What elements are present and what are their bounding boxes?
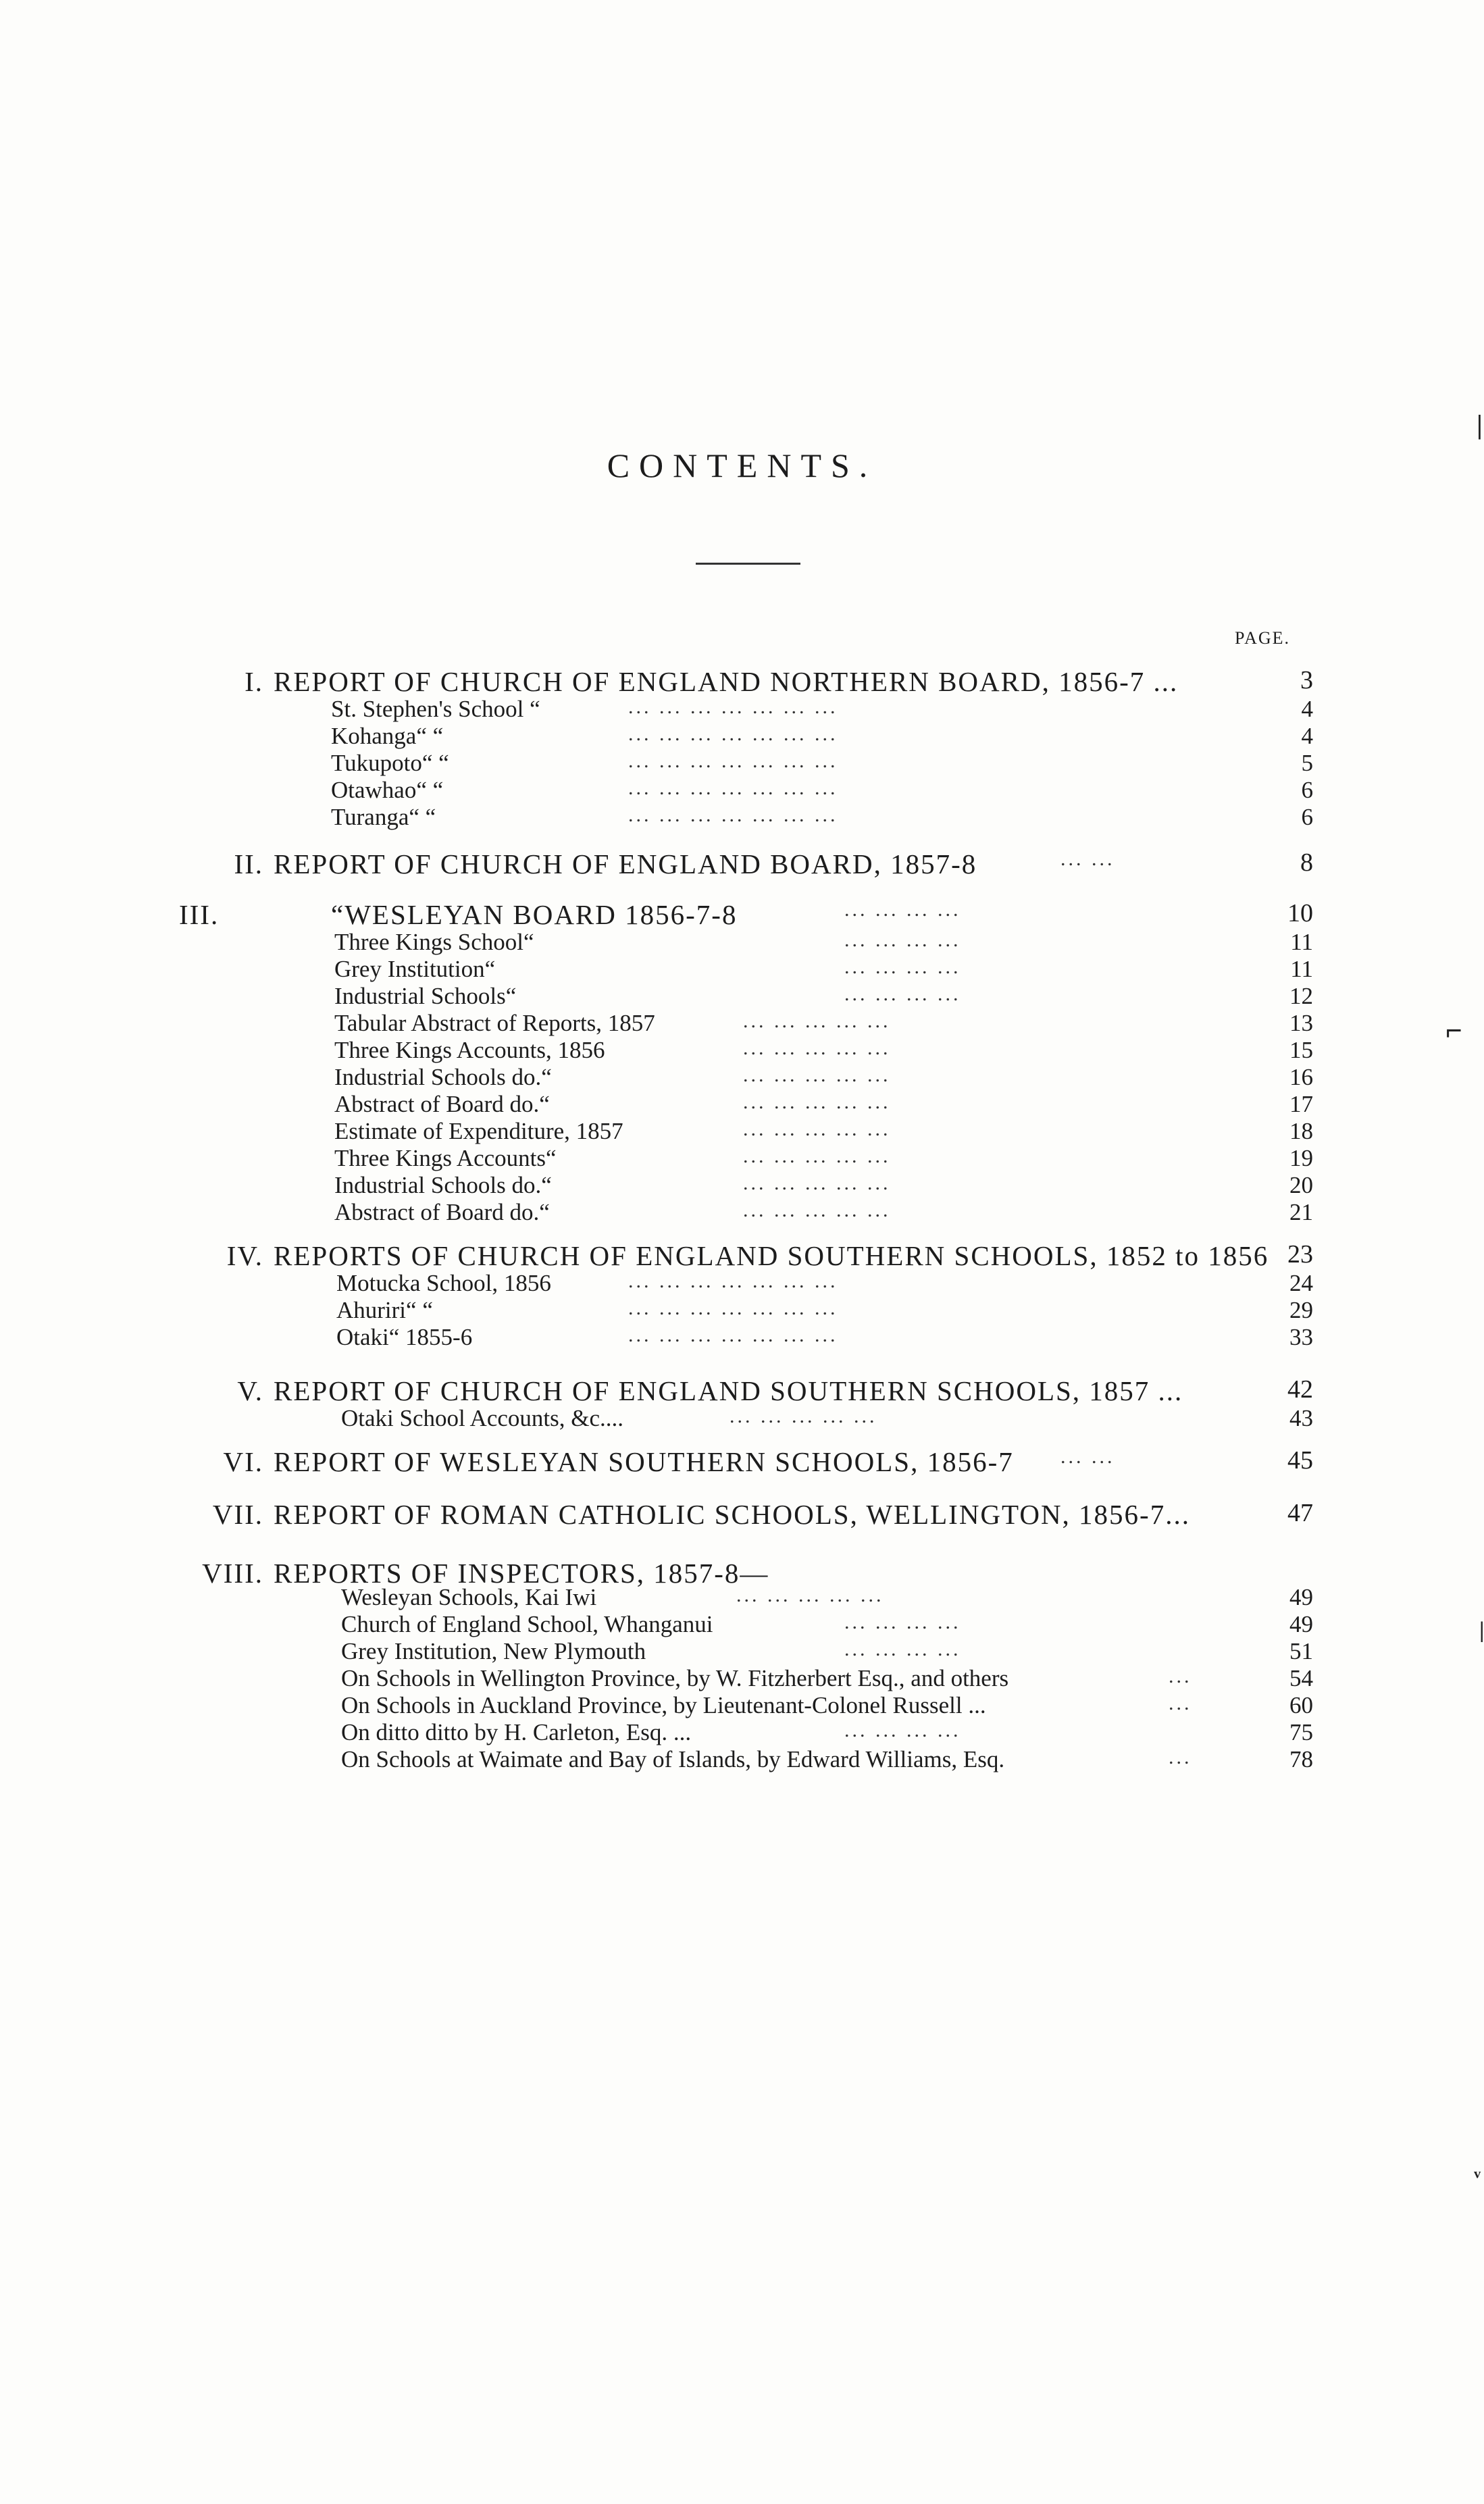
item-page: 13	[1289, 1010, 1313, 1036]
section-numeral: IV.	[226, 1240, 263, 1271]
item-page: 4	[1301, 723, 1313, 749]
leader-dots: ...	[1169, 1746, 1192, 1768]
section-title: REPORT OF WESLEYAN SOUTHERN SCHOOLS, 1856-7	[274, 1446, 1014, 1477]
item-title: Abstract of Board do.“	[334, 1199, 550, 1225]
item-title: Church of England School, Whanganui	[341, 1611, 713, 1637]
item-page: 15	[1289, 1037, 1313, 1063]
section-title: REPORTS OF INSPECTORS, 1857-8—	[274, 1558, 769, 1589]
item-page: 21	[1289, 1199, 1313, 1225]
leader-dots: ... ... ... ...	[844, 1719, 961, 1741]
leader-dots: ... ... ... ... ... ... ...	[628, 1270, 838, 1292]
scan-mark: ᵛ	[1474, 2165, 1481, 2190]
item-title: Estimate of Expenditure, 1857	[334, 1118, 623, 1144]
section-numeral: VIII.	[202, 1558, 263, 1589]
section-page: 42	[1287, 1375, 1313, 1404]
item-page: 17	[1289, 1091, 1313, 1117]
section-page: 10	[1287, 899, 1313, 927]
scan-mark: |	[1477, 409, 1483, 440]
item-page: 19	[1289, 1145, 1313, 1171]
item-title: Three Kings Accounts, 1856	[334, 1037, 605, 1063]
leader-dots: ... ... ... ... ... ... ...	[628, 723, 838, 745]
scan-mark: |	[1479, 1618, 1484, 1643]
section-title: REPORT OF ROMAN CATHOLIC SCHOOLS, WELLINGTON, 1856-7...	[274, 1499, 1190, 1530]
leader-dots: ... ... ... ... ... ... ...	[628, 777, 838, 799]
item-title: Ahuriri“ “	[336, 1297, 433, 1323]
section-numeral: III.	[179, 899, 220, 930]
item-title: Three Kings Accounts“	[334, 1145, 557, 1171]
item-title: St. Stephen's School “	[331, 696, 540, 722]
item-title: On Schools in Wellington Province, by W. Fitzherbert Esq., and others	[341, 1665, 1009, 1691]
leader-dots: ... ...	[1060, 848, 1115, 870]
leader-dots: ... ... ... ... ...	[743, 1199, 891, 1221]
item-page: 75	[1289, 1719, 1313, 1745]
leader-dots: ... ... ... ...	[844, 929, 961, 951]
item-page: 12	[1289, 983, 1313, 1009]
leader-dots: ...	[1169, 1692, 1192, 1714]
section-title: REPORT OF CHURCH OF ENGLAND BOARD, 1857-8	[274, 848, 977, 879]
section-page: 3	[1300, 666, 1313, 694]
item-page: 33	[1289, 1324, 1313, 1350]
item-title: On Schools at Waimate and Bay of Islands, by Edward Williams, Esq.	[341, 1746, 1005, 1772]
item-page: 6	[1301, 777, 1313, 803]
leader-dots: ... ... ... ... ...	[743, 1118, 891, 1140]
item-title: Grey Institution“	[334, 956, 496, 982]
item-page: 16	[1289, 1064, 1313, 1090]
item-page: 43	[1289, 1405, 1313, 1431]
leader-dots: ... ... ... ... ... ... ...	[628, 696, 838, 718]
leader-dots: ... ...	[1060, 1446, 1115, 1468]
leader-dots: ... ... ... ... ...	[736, 1584, 884, 1606]
item-title: Kohanga“ “	[331, 723, 444, 749]
section-numeral: VI.	[223, 1446, 263, 1477]
leader-dots: ... ... ... ... ...	[743, 1037, 891, 1059]
page-title: CONTENTS.	[607, 446, 877, 484]
item-page: 11	[1290, 929, 1313, 955]
section-numeral: I.	[245, 666, 263, 697]
leader-dots: ... ... ... ... ... ... ...	[628, 1324, 838, 1346]
item-title: Otaki School Accounts, &c....	[341, 1405, 624, 1431]
item-page: 18	[1289, 1118, 1313, 1144]
leader-dots: ... ... ... ...	[844, 1638, 961, 1660]
section-title: REPORT OF CHURCH OF ENGLAND SOUTHERN SCHOOLS, 1857 ...	[274, 1375, 1183, 1406]
item-title: Otaki“ 1855-6	[336, 1324, 473, 1350]
leader-dots: ... ... ... ...	[844, 1611, 961, 1633]
leader-dots: ... ... ... ... ...	[743, 1064, 891, 1086]
item-title: Abstract of Board do.“	[334, 1091, 550, 1117]
item-page: 24	[1289, 1270, 1313, 1296]
item-title: Tukupoto“ “	[331, 750, 449, 776]
item-title: On ditto ditto by H. Carleton, Esq. ...	[341, 1719, 692, 1745]
item-page: 6	[1301, 804, 1313, 830]
item-title: Industrial Schools“	[334, 983, 517, 1009]
item-page: 49	[1289, 1584, 1313, 1610]
scan-mark: ⌐	[1445, 1014, 1463, 1047]
section-page: 47	[1287, 1499, 1313, 1527]
leader-dots: ... ... ... ... ... ... ...	[628, 750, 838, 772]
leader-dots: ... ... ... ... ... ... ...	[628, 1297, 838, 1319]
leader-dots: ... ... ... ... ...	[743, 1172, 891, 1194]
item-title: Tabular Abstract of Reports, 1857	[334, 1010, 655, 1036]
section-title: REPORT OF CHURCH OF ENGLAND NORTHERN BOARD, 1856-7 ...	[274, 666, 1179, 697]
leader-dots: ... ... ... ... ...	[743, 1091, 891, 1113]
section-numeral: VII.	[212, 1499, 263, 1530]
title-rule	[696, 563, 800, 565]
section-page: 45	[1287, 1446, 1313, 1475]
leader-dots: ... ... ... ... ...	[743, 1145, 891, 1167]
item-title: Turanga“ “	[331, 804, 436, 830]
item-page: 29	[1289, 1297, 1313, 1323]
item-page: 60	[1289, 1692, 1313, 1718]
item-title: Motucka School, 1856	[336, 1270, 551, 1296]
section-numeral: II.	[234, 848, 263, 879]
item-page: 11	[1290, 956, 1313, 982]
item-title: Wesleyan Schools, Kai Iwi	[341, 1584, 597, 1610]
leader-dots: ... ... ... ...	[844, 983, 961, 1005]
section-numeral: V.	[237, 1375, 263, 1406]
item-title: Grey Institution, New Plymouth	[341, 1638, 646, 1664]
item-title: Industrial Schools do.“	[334, 1064, 552, 1090]
leader-dots: ...	[1169, 1665, 1192, 1687]
leader-dots: ... ... ... ... ...	[730, 1405, 877, 1427]
section-page: 8	[1300, 848, 1313, 877]
leader-dots: ... ... ... ... ... ... ...	[628, 804, 838, 826]
item-page: 49	[1289, 1611, 1313, 1637]
item-title: Three Kings School“	[334, 929, 534, 955]
item-page: 20	[1289, 1172, 1313, 1198]
item-title: On Schools in Auckland Province, by Lieutenant-Colonel Russell ...	[341, 1692, 986, 1718]
item-page: 54	[1289, 1665, 1313, 1691]
item-title: Otawhao“ “	[331, 777, 444, 803]
item-page: 5	[1301, 750, 1313, 776]
page-column-header: PAGE.	[1235, 628, 1291, 648]
section-title: “WESLEYAN BOARD 1856-7-8	[331, 899, 738, 930]
section-title: REPORTS OF CHURCH OF ENGLAND SOUTHERN SCHOOLS, 1852 to 1856	[274, 1240, 1269, 1271]
item-page: 51	[1289, 1638, 1313, 1664]
item-title: Industrial Schools do.“	[334, 1172, 552, 1198]
leader-dots: ... ... ... ... ...	[743, 1010, 891, 1032]
leader-dots: ... ... ... ...	[844, 956, 961, 978]
leader-dots: ... ... ... ...	[844, 898, 961, 921]
item-page: 78	[1289, 1746, 1313, 1772]
section-page: 23	[1287, 1240, 1313, 1269]
item-page: 4	[1301, 696, 1313, 722]
